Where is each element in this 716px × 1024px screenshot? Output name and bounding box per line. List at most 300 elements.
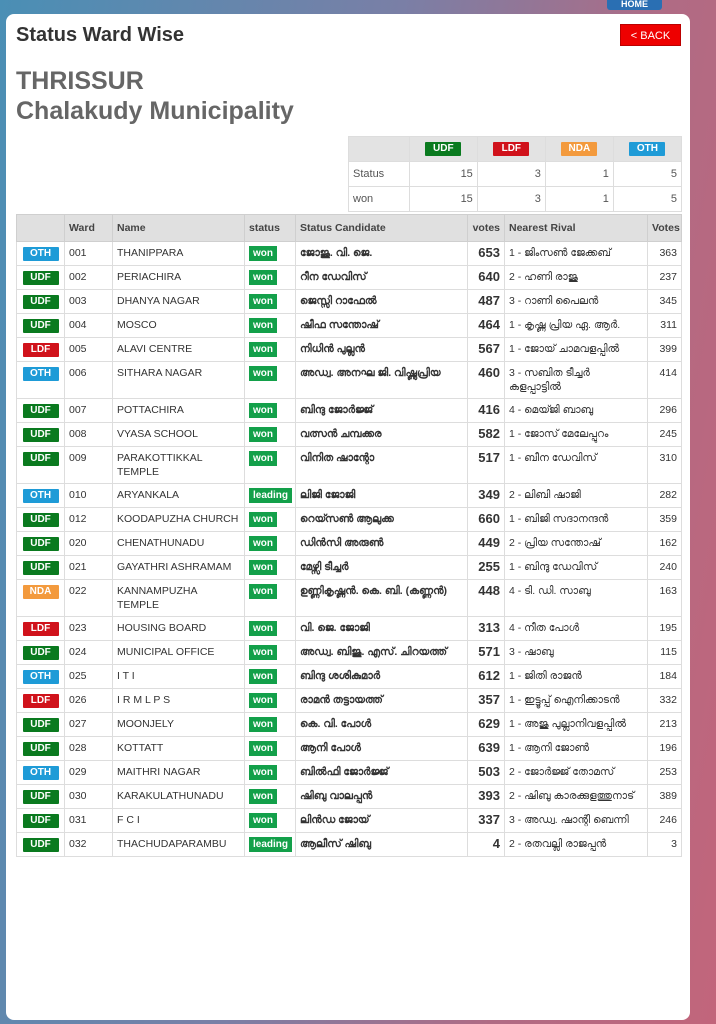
- candidate-name: ബിൽഫി ജോർജ്ജ്: [296, 761, 468, 785]
- party-cell: [17, 761, 65, 785]
- status-badge: won: [249, 789, 277, 804]
- party-cell: [17, 532, 65, 556]
- status-cell: [245, 580, 296, 617]
- rival-votes: 162: [648, 532, 682, 556]
- ward-name: PARAKOTTIKKAL TEMPLE: [113, 447, 245, 484]
- summary-value: 15: [409, 187, 477, 212]
- status-badge: won: [249, 693, 277, 708]
- candidate-name: ഷിബു വാലപ്പൻ: [296, 785, 468, 809]
- party-badge: UDF: [23, 646, 59, 660]
- status-badge: won: [249, 621, 277, 636]
- nearest-rival: 1 - ജോയ് ചാമവളപ്പിൽ: [505, 338, 648, 362]
- rival-votes: 414: [648, 362, 682, 399]
- status-cell: [245, 484, 296, 508]
- candidate-name: ഉണ്ണികൃഷ്ണൻ. കെ. ബി. (കണ്ണൻ): [296, 580, 468, 617]
- ward-name: KANNAMPUZHA TEMPLE: [113, 580, 245, 617]
- status-cell: [245, 785, 296, 809]
- status-cell: [245, 338, 296, 362]
- candidate-votes: 460: [468, 362, 505, 399]
- table-row[interactable]: [17, 761, 682, 785]
- status-cell: [245, 665, 296, 689]
- party-cell: [17, 447, 65, 484]
- party-badge: UDF: [23, 452, 59, 466]
- party-badge: OTH: [23, 766, 59, 780]
- party-cell: [17, 423, 65, 447]
- ward-name: PERIACHIRA: [113, 266, 245, 290]
- ward-name: THANIPPARA: [113, 242, 245, 266]
- nearest-rival: 1 - അജു പുല്ലാനിവളപ്പിൽ: [505, 713, 648, 737]
- nearest-rival: 3 - റാണി പൈലൻ: [505, 290, 648, 314]
- table-row[interactable]: [17, 290, 682, 314]
- candidate-votes: 337: [468, 809, 505, 833]
- table-row[interactable]: [17, 484, 682, 508]
- party-badge: UDF: [23, 814, 59, 828]
- party-badge: UDF: [23, 404, 59, 418]
- party-badge: NDA: [561, 142, 597, 156]
- status-cell: [245, 556, 296, 580]
- candidate-name: ബിന്ദു ജോർജ്ജ്: [296, 399, 468, 423]
- party-cell: [17, 266, 65, 290]
- ward-number: 032: [65, 833, 113, 857]
- rival-votes: 296: [648, 399, 682, 423]
- party-badge: OTH: [23, 670, 59, 684]
- ward-number: 003: [65, 290, 113, 314]
- home-tab[interactable]: HOME: [607, 0, 662, 10]
- summary-value: 1: [545, 162, 613, 187]
- party-badge: OTH: [23, 247, 59, 261]
- party-badge: LDF: [23, 622, 59, 636]
- status-badge: won: [249, 560, 277, 575]
- ward-number: 012: [65, 508, 113, 532]
- summary-party-ldf: [477, 137, 545, 162]
- ward-number: 026: [65, 689, 113, 713]
- ward-number: 030: [65, 785, 113, 809]
- candidate-votes: 653: [468, 242, 505, 266]
- nearest-rival: 2 - ഹണി രാജു: [505, 266, 648, 290]
- nearest-rival: 3 - ഷാബു: [505, 641, 648, 665]
- candidate-votes: 571: [468, 641, 505, 665]
- ward-name: GAYATHRI ASHRAMAM: [113, 556, 245, 580]
- status-cell: [245, 399, 296, 423]
- summary-value: 5: [613, 162, 681, 187]
- rival-votes: 184: [648, 665, 682, 689]
- party-cell: [17, 290, 65, 314]
- table-row[interactable]: [17, 242, 682, 266]
- status-cell: [245, 689, 296, 713]
- nearest-rival: 1 - ഇട്ടൂപ്പ് ഐനിക്കാടൻ: [505, 689, 648, 713]
- table-row[interactable]: [17, 556, 682, 580]
- ward-number: 025: [65, 665, 113, 689]
- status-badge: won: [249, 451, 277, 466]
- nearest-rival: 1 - ജിതി രാജൻ: [505, 665, 648, 689]
- rival-votes: 245: [648, 423, 682, 447]
- table-row[interactable]: [17, 447, 682, 484]
- candidate-votes: 357: [468, 689, 505, 713]
- nearest-rival: 4 - മെയ്ജി ബാബു: [505, 399, 648, 423]
- party-badge: LDF: [23, 343, 59, 357]
- ward-number: 009: [65, 447, 113, 484]
- nearest-rival: 2 - ജോർജ്ജ് തോമസ്: [505, 761, 648, 785]
- candidate-votes: 349: [468, 484, 505, 508]
- ward-number: 005: [65, 338, 113, 362]
- ward-name: THACHUDAPARAMBU: [113, 833, 245, 857]
- rival-votes: 196: [648, 737, 682, 761]
- party-badge: OTH: [629, 142, 665, 156]
- status-cell: [245, 532, 296, 556]
- candidate-votes: 255: [468, 556, 505, 580]
- status-badge: won: [249, 536, 277, 551]
- ward-name: HOUSING BOARD: [113, 617, 245, 641]
- party-cell: [17, 617, 65, 641]
- candidate-votes: 464: [468, 314, 505, 338]
- summary-value: 3: [477, 187, 545, 212]
- candidate-name: ഡിൻസി അരുൺ: [296, 532, 468, 556]
- ward-name: SITHARA NAGAR: [113, 362, 245, 399]
- table-row[interactable]: [17, 314, 682, 338]
- party-cell: [17, 833, 65, 857]
- results-card: [6, 14, 690, 1020]
- status-badge: won: [249, 427, 277, 442]
- candidate-name: ഷീഫ സന്തോഷ്: [296, 314, 468, 338]
- ward-number: 004: [65, 314, 113, 338]
- summary-value: 5: [613, 187, 681, 212]
- status-badge: leading: [249, 837, 292, 852]
- party-badge: LDF: [23, 694, 59, 708]
- party-badge: UDF: [23, 561, 59, 575]
- party-cell: [17, 665, 65, 689]
- status-badge: won: [249, 270, 277, 285]
- ward-name: VYASA SCHOOL: [113, 423, 245, 447]
- ward-name: KOODAPUZHA CHURCH: [113, 508, 245, 532]
- page-title: Status Ward Wise: [16, 24, 184, 46]
- nearest-rival: 3 - അഡ്വ. ഷാന്റി ബെന്നി: [505, 809, 648, 833]
- status-cell: [245, 641, 296, 665]
- rival-votes: 213: [648, 713, 682, 737]
- rival-votes: 399: [648, 338, 682, 362]
- status-badge: won: [249, 318, 277, 333]
- ward-number: 006: [65, 362, 113, 399]
- nearest-rival: 2 - രതവല്ലി രാജപ്പൻ: [505, 833, 648, 857]
- ward-name: I T I: [113, 665, 245, 689]
- candidate-name: മേഴ്സി ടീച്ചർ: [296, 556, 468, 580]
- rival-votes: 237: [648, 266, 682, 290]
- candidate-votes: 4: [468, 833, 505, 857]
- party-badge: UDF: [23, 271, 59, 285]
- ward-name: ALAVI CENTRE: [113, 338, 245, 362]
- district-title: THRISSUR: [16, 67, 144, 95]
- col-votes: votes: [468, 215, 505, 242]
- rival-votes: 311: [648, 314, 682, 338]
- ward-number: 001: [65, 242, 113, 266]
- rival-votes: 310: [648, 447, 682, 484]
- ward-number: 008: [65, 423, 113, 447]
- rival-votes: 3: [648, 833, 682, 857]
- nearest-rival: 1 - ബിന്ദു ഡേവിസ്: [505, 556, 648, 580]
- candidate-votes: 449: [468, 532, 505, 556]
- nearest-rival: 1 - ആനി ജോൺ: [505, 737, 648, 761]
- candidate-name: ലിൻഡ ജോയ്: [296, 809, 468, 833]
- rival-votes: 363: [648, 242, 682, 266]
- candidate-votes: 582: [468, 423, 505, 447]
- rival-votes: 282: [648, 484, 682, 508]
- nearest-rival: 1 - ജോസ് മേലേപ്പുറം: [505, 423, 648, 447]
- ward-number: 020: [65, 532, 113, 556]
- rival-votes: 195: [648, 617, 682, 641]
- candidate-name: രാമൻ തട്ടായത്ത്: [296, 689, 468, 713]
- candidate-name: വത്സൻ ചമ്പക്കര: [296, 423, 468, 447]
- status-cell: [245, 447, 296, 484]
- party-cell: [17, 809, 65, 833]
- status-cell: [245, 508, 296, 532]
- table-row[interactable]: [17, 580, 682, 617]
- candidate-votes: 448: [468, 580, 505, 617]
- table-row[interactable]: [17, 785, 682, 809]
- nearest-rival: 2 - ഷിബു കാരക്കുളത്തുനാട്: [505, 785, 648, 809]
- nearest-rival: 1 - കൃഷ്ണ പ്രിയ ഏ. ആർ.: [505, 314, 648, 338]
- rival-votes: 359: [648, 508, 682, 532]
- party-cell: [17, 737, 65, 761]
- candidate-votes: 313: [468, 617, 505, 641]
- party-cell: [17, 641, 65, 665]
- ward-name: DHANYA NAGAR: [113, 290, 245, 314]
- status-cell: [245, 833, 296, 857]
- status-badge: won: [249, 765, 277, 780]
- nearest-rival: 1 - ജിംസൺ ജേക്കബ്: [505, 242, 648, 266]
- rival-votes: 253: [648, 761, 682, 785]
- candidate-name: അഡ്വ. അനഘ ജി. വിഷ്ണുപ്രിയ: [296, 362, 468, 399]
- status-badge: won: [249, 741, 277, 756]
- rival-votes: 345: [648, 290, 682, 314]
- status-badge: won: [249, 669, 277, 684]
- status-badge: won: [249, 584, 277, 599]
- summary-corner: [349, 137, 410, 162]
- table-row[interactable]: [17, 266, 682, 290]
- party-cell: [17, 314, 65, 338]
- col-status: status: [245, 215, 296, 242]
- table-row[interactable]: [17, 362, 682, 399]
- candidate-name: റീന ഡേവിസ്: [296, 266, 468, 290]
- candidate-name: വി. ജെ. ജോജി: [296, 617, 468, 641]
- candidate-votes: 416: [468, 399, 505, 423]
- summary-row-label: Status: [349, 162, 410, 187]
- ward-name: MOSCO: [113, 314, 245, 338]
- party-cell: [17, 399, 65, 423]
- ward-number: 024: [65, 641, 113, 665]
- rival-votes: 240: [648, 556, 682, 580]
- table-row[interactable]: [17, 508, 682, 532]
- party-badge: UDF: [23, 718, 59, 732]
- col-ward: Ward: [65, 215, 113, 242]
- rival-votes: 332: [648, 689, 682, 713]
- party-summary-table: [348, 136, 682, 212]
- table-row[interactable]: [17, 689, 682, 713]
- table-header-row: [17, 215, 682, 242]
- ward-number: 022: [65, 580, 113, 617]
- ward-name: ARYANKALA: [113, 484, 245, 508]
- table-row[interactable]: [17, 713, 682, 737]
- candidate-votes: 640: [468, 266, 505, 290]
- nearest-rival: 3 - സബിത ടീച്ചർ കളപ്പാട്ടിൽ: [505, 362, 648, 399]
- ward-name: MUNICIPAL OFFICE: [113, 641, 245, 665]
- rival-votes: 246: [648, 809, 682, 833]
- summary-row-label: won: [349, 187, 410, 212]
- party-cell: [17, 689, 65, 713]
- nearest-rival: 1 - ബീന ഡേവിസ്: [505, 447, 648, 484]
- ward-results-table: [16, 214, 682, 857]
- candidate-votes: 660: [468, 508, 505, 532]
- table-row[interactable]: [17, 833, 682, 857]
- ward-name: F C I: [113, 809, 245, 833]
- party-badge: UDF: [23, 428, 59, 442]
- party-cell: [17, 713, 65, 737]
- status-cell: [245, 423, 296, 447]
- status-badge: leading: [249, 488, 292, 503]
- party-badge: UDF: [23, 513, 59, 527]
- candidate-votes: 612: [468, 665, 505, 689]
- candidate-votes: 393: [468, 785, 505, 809]
- nearest-rival: 4 - നീത പോൾ: [505, 617, 648, 641]
- candidate-votes: 503: [468, 761, 505, 785]
- party-badge: UDF: [23, 790, 59, 804]
- summary-value: 1: [545, 187, 613, 212]
- ward-name: I R M L P S: [113, 689, 245, 713]
- party-badge: UDF: [23, 838, 59, 852]
- status-badge: won: [249, 645, 277, 660]
- party-badge: UDF: [23, 295, 59, 309]
- candidate-name: വിനിത ഷാന്റോ: [296, 447, 468, 484]
- status-cell: [245, 809, 296, 833]
- party-badge: UDF: [23, 537, 59, 551]
- status-badge: won: [249, 512, 277, 527]
- nearest-rival: 2 - പ്രിയ സന്തോഷ്: [505, 532, 648, 556]
- status-badge: won: [249, 342, 277, 357]
- ward-number: 021: [65, 556, 113, 580]
- party-badge: UDF: [23, 319, 59, 333]
- table-row[interactable]: [17, 617, 682, 641]
- back-button[interactable]: < BACK: [620, 24, 681, 46]
- nearest-rival: 1 - ബിജി സദാനന്ദൻ: [505, 508, 648, 532]
- candidate-name: നിധിൻ പുല്ലൻ: [296, 338, 468, 362]
- candidate-votes: 517: [468, 447, 505, 484]
- party-cell: [17, 580, 65, 617]
- col-rival: Nearest Rival: [505, 215, 648, 242]
- nearest-rival: 2 - ലിബി ഷാജി: [505, 484, 648, 508]
- ward-name: KOTTATT: [113, 737, 245, 761]
- candidate-name: ജോജു. വി. ജെ.: [296, 242, 468, 266]
- candidate-votes: 639: [468, 737, 505, 761]
- col-name: Name: [113, 215, 245, 242]
- party-badge: LDF: [493, 142, 529, 156]
- candidate-name: ആലീസ് ഷിബു: [296, 833, 468, 857]
- table-row[interactable]: [17, 809, 682, 833]
- table-row[interactable]: [17, 665, 682, 689]
- party-cell: [17, 484, 65, 508]
- ward-number: 002: [65, 266, 113, 290]
- ward-name: MAITHRI NAGAR: [113, 761, 245, 785]
- status-badge: won: [249, 294, 277, 309]
- party-cell: [17, 556, 65, 580]
- col-candidate: Status Candidate: [296, 215, 468, 242]
- status-badge: won: [249, 366, 277, 381]
- party-badge: UDF: [23, 742, 59, 756]
- status-badge: won: [249, 246, 277, 261]
- ward-name: KARAKULATHUNADU: [113, 785, 245, 809]
- ward-number: 028: [65, 737, 113, 761]
- rival-votes: 115: [648, 641, 682, 665]
- party-badge: OTH: [23, 489, 59, 503]
- party-cell: [17, 242, 65, 266]
- ward-name: CHENATHUNADU: [113, 532, 245, 556]
- table-row[interactable]: [17, 338, 682, 362]
- ward-number: 007: [65, 399, 113, 423]
- nearest-rival: 4 - ടി. ഡി. സാബു: [505, 580, 648, 617]
- ward-number: 010: [65, 484, 113, 508]
- table-row[interactable]: [17, 532, 682, 556]
- ward-number: 023: [65, 617, 113, 641]
- ward-name: POTTACHIRA: [113, 399, 245, 423]
- status-cell: [245, 314, 296, 338]
- candidate-name: റെയ്സൺ ആലുക്ക: [296, 508, 468, 532]
- summary-header-row: [349, 137, 682, 162]
- status-badge: won: [249, 813, 277, 828]
- status-cell: [245, 761, 296, 785]
- status-badge: won: [249, 717, 277, 732]
- party-badge: UDF: [425, 142, 461, 156]
- table-row[interactable]: [17, 399, 682, 423]
- rival-votes: 389: [648, 785, 682, 809]
- status-cell: [245, 290, 296, 314]
- status-cell: [245, 266, 296, 290]
- ward-number: 031: [65, 809, 113, 833]
- candidate-name: ലിജി ജോജി: [296, 484, 468, 508]
- candidate-name: അഡ്വ. ബിജു. എസ്. ചിറയത്ത്: [296, 641, 468, 665]
- status-badge: won: [249, 403, 277, 418]
- status-cell: [245, 737, 296, 761]
- party-cell: [17, 508, 65, 532]
- candidate-votes: 567: [468, 338, 505, 362]
- col-party: [17, 215, 65, 242]
- col-rival-votes: Votes: [648, 215, 682, 242]
- party-badge: OTH: [23, 367, 59, 381]
- candidate-name: ആനി പോൾ: [296, 737, 468, 761]
- ward-number: 027: [65, 713, 113, 737]
- candidate-name: ബിന്ദു ശശികുമാർ: [296, 665, 468, 689]
- table-row[interactable]: [17, 641, 682, 665]
- ward-number: 029: [65, 761, 113, 785]
- status-cell: [245, 242, 296, 266]
- status-cell: [245, 617, 296, 641]
- summary-value: 15: [409, 162, 477, 187]
- summary-row: [349, 162, 682, 187]
- summary-row: [349, 187, 682, 212]
- table-row[interactable]: [17, 737, 682, 761]
- party-badge: NDA: [23, 585, 59, 599]
- candidate-votes: 487: [468, 290, 505, 314]
- party-cell: [17, 785, 65, 809]
- rival-votes: 163: [648, 580, 682, 617]
- party-cell: [17, 338, 65, 362]
- candidate-votes: 629: [468, 713, 505, 737]
- status-cell: [245, 713, 296, 737]
- status-cell: [245, 362, 296, 399]
- table-row[interactable]: [17, 423, 682, 447]
- ward-name: MOONJELY: [113, 713, 245, 737]
- summary-party-nda: [545, 137, 613, 162]
- party-cell: [17, 362, 65, 399]
- municipality-title: Chalakudy Municipality: [16, 97, 294, 125]
- candidate-name: ജെസ്സി റാഫേൽ: [296, 290, 468, 314]
- candidate-name: കെ. വി. പോൾ: [296, 713, 468, 737]
